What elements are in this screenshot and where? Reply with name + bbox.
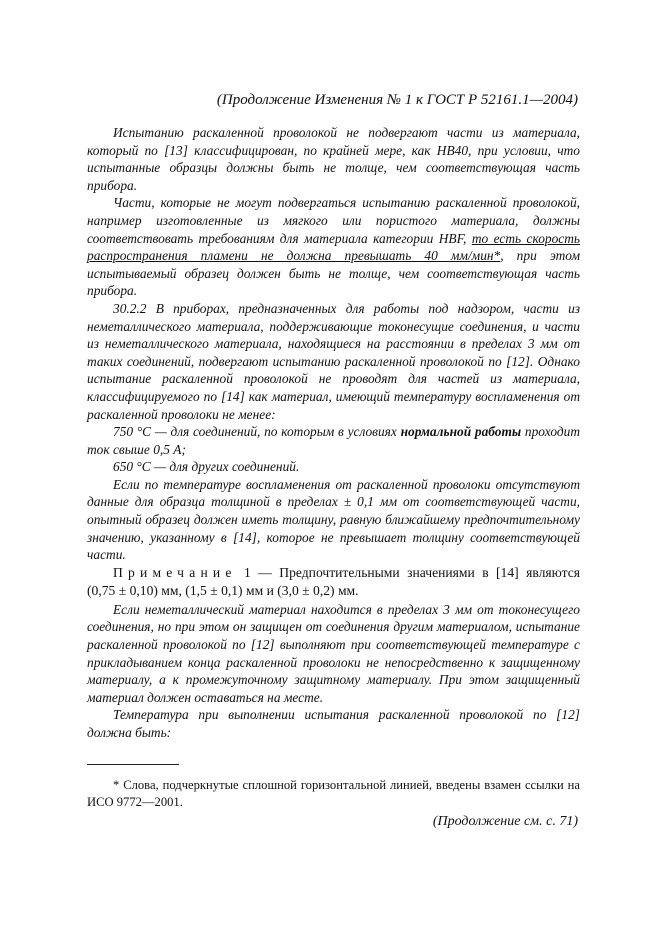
- paragraph-thickness: Если по температуре воспламенения от раскаленной проволоки отсутствуют данные для образца толщиной в пределах ± 0,1 мм от соответствующей части, опытный образец должен иметь толщину, равную ближайшему предпочтительному значению, указанному в [14], которое не превышает толщину соответствующей части.: [87, 476, 580, 563]
- normal-operation-bold: нормальной работы: [400, 424, 522, 440]
- paragraph-750c: [87, 423, 580, 458]
- paragraph-hbf-part2: , при этом испытываемый образец должен быть не толще, чем соответствующая часть прибора.: [87, 248, 580, 299]
- note-label: Примечание: [113, 564, 237, 580]
- paragraph-750c-part1: 750 °С — для соединений, по которым в условиях: [113, 424, 401, 440]
- underlined-flame-rate: то есть скорость распространения пламени не должна превышать 40 мм/мин*: [87, 230, 580, 264]
- paragraph-protected-material: Если неметаллический материал находится в пределах 3 мм от токонесущего соединения, но при этом он защищен от соединения другим материалом, испытание раскаленной проволокой по [12] выполняют при соответствующей температуре с прикладыванием конца раскаленной проволоки не непосредственно к защищенному материалу, а к промежуточному защитному материалу. При этом защищенный материал должен оставаться на месте.: [87, 601, 580, 705]
- page-header: (Продолжение Изменения № 1 к ГОСТ Р 52161.1—2004): [216, 92, 578, 108]
- body-text: [87, 124, 580, 742]
- note-1: [87, 564, 580, 601]
- paragraph-750c-part2: проходит ток свыше 0,5 А;: [87, 424, 580, 457]
- paragraph-30-2-2: 30.2.2 В приборах, предназначенных для работы под надзором, части из неметаллического материала, поддерживающие токонесущие соединения, и части из неметаллического материала, находящиеся на расстоянии в пределах 3 мм от таких соединений, подвергают испытанию раскаленной проволокой по [12]. Однако испытание раскаленной проволокой не проводят для частей из материала, классифицируемого по [14] как материал, имеющий температуру воспламенения от раскаленной проволоки не менее:: [87, 300, 580, 422]
- continued-marker: (Продолжение см. с. 71): [432, 814, 578, 829]
- paragraph-hbf-requirement: [87, 194, 580, 300]
- paragraph-650c: 650 °С — для других соединений.: [113, 459, 300, 475]
- paragraph-hbf-part1: Части, которые не могут подвергаться испытанию раскаленной проволокой, например изготовленные из мягкого или пористого материала, должны соответствовать требованиям для материала категории HBF,: [87, 195, 580, 246]
- footnote-rule: [87, 764, 179, 765]
- note-text: 1 — Предпочтительными значениями в [14] являются (0,75 ± 0,10) мм, (1,5 ± 0,1) мм и (3,0 ± 0,2) мм.: [87, 564, 580, 599]
- paragraph-glow-wire-exemption: Испытанию раскаленной проволокой не подвергают части из материала, который по [13] классифицирован, по крайней мере, как HB40, при условии, что испытанные образцы должны быть не толще, чем соответствующая часть прибора.: [87, 125, 580, 193]
- footnote: * Слова, подчеркнутые сплошной горизонтальной линией, введены взамен ссылки на ИСО 9772—2001.: [87, 778, 580, 809]
- paragraph-test-temperature: Температура при выполнении испытания раскаленной проволокой по [12] должна быть:: [87, 707, 580, 740]
